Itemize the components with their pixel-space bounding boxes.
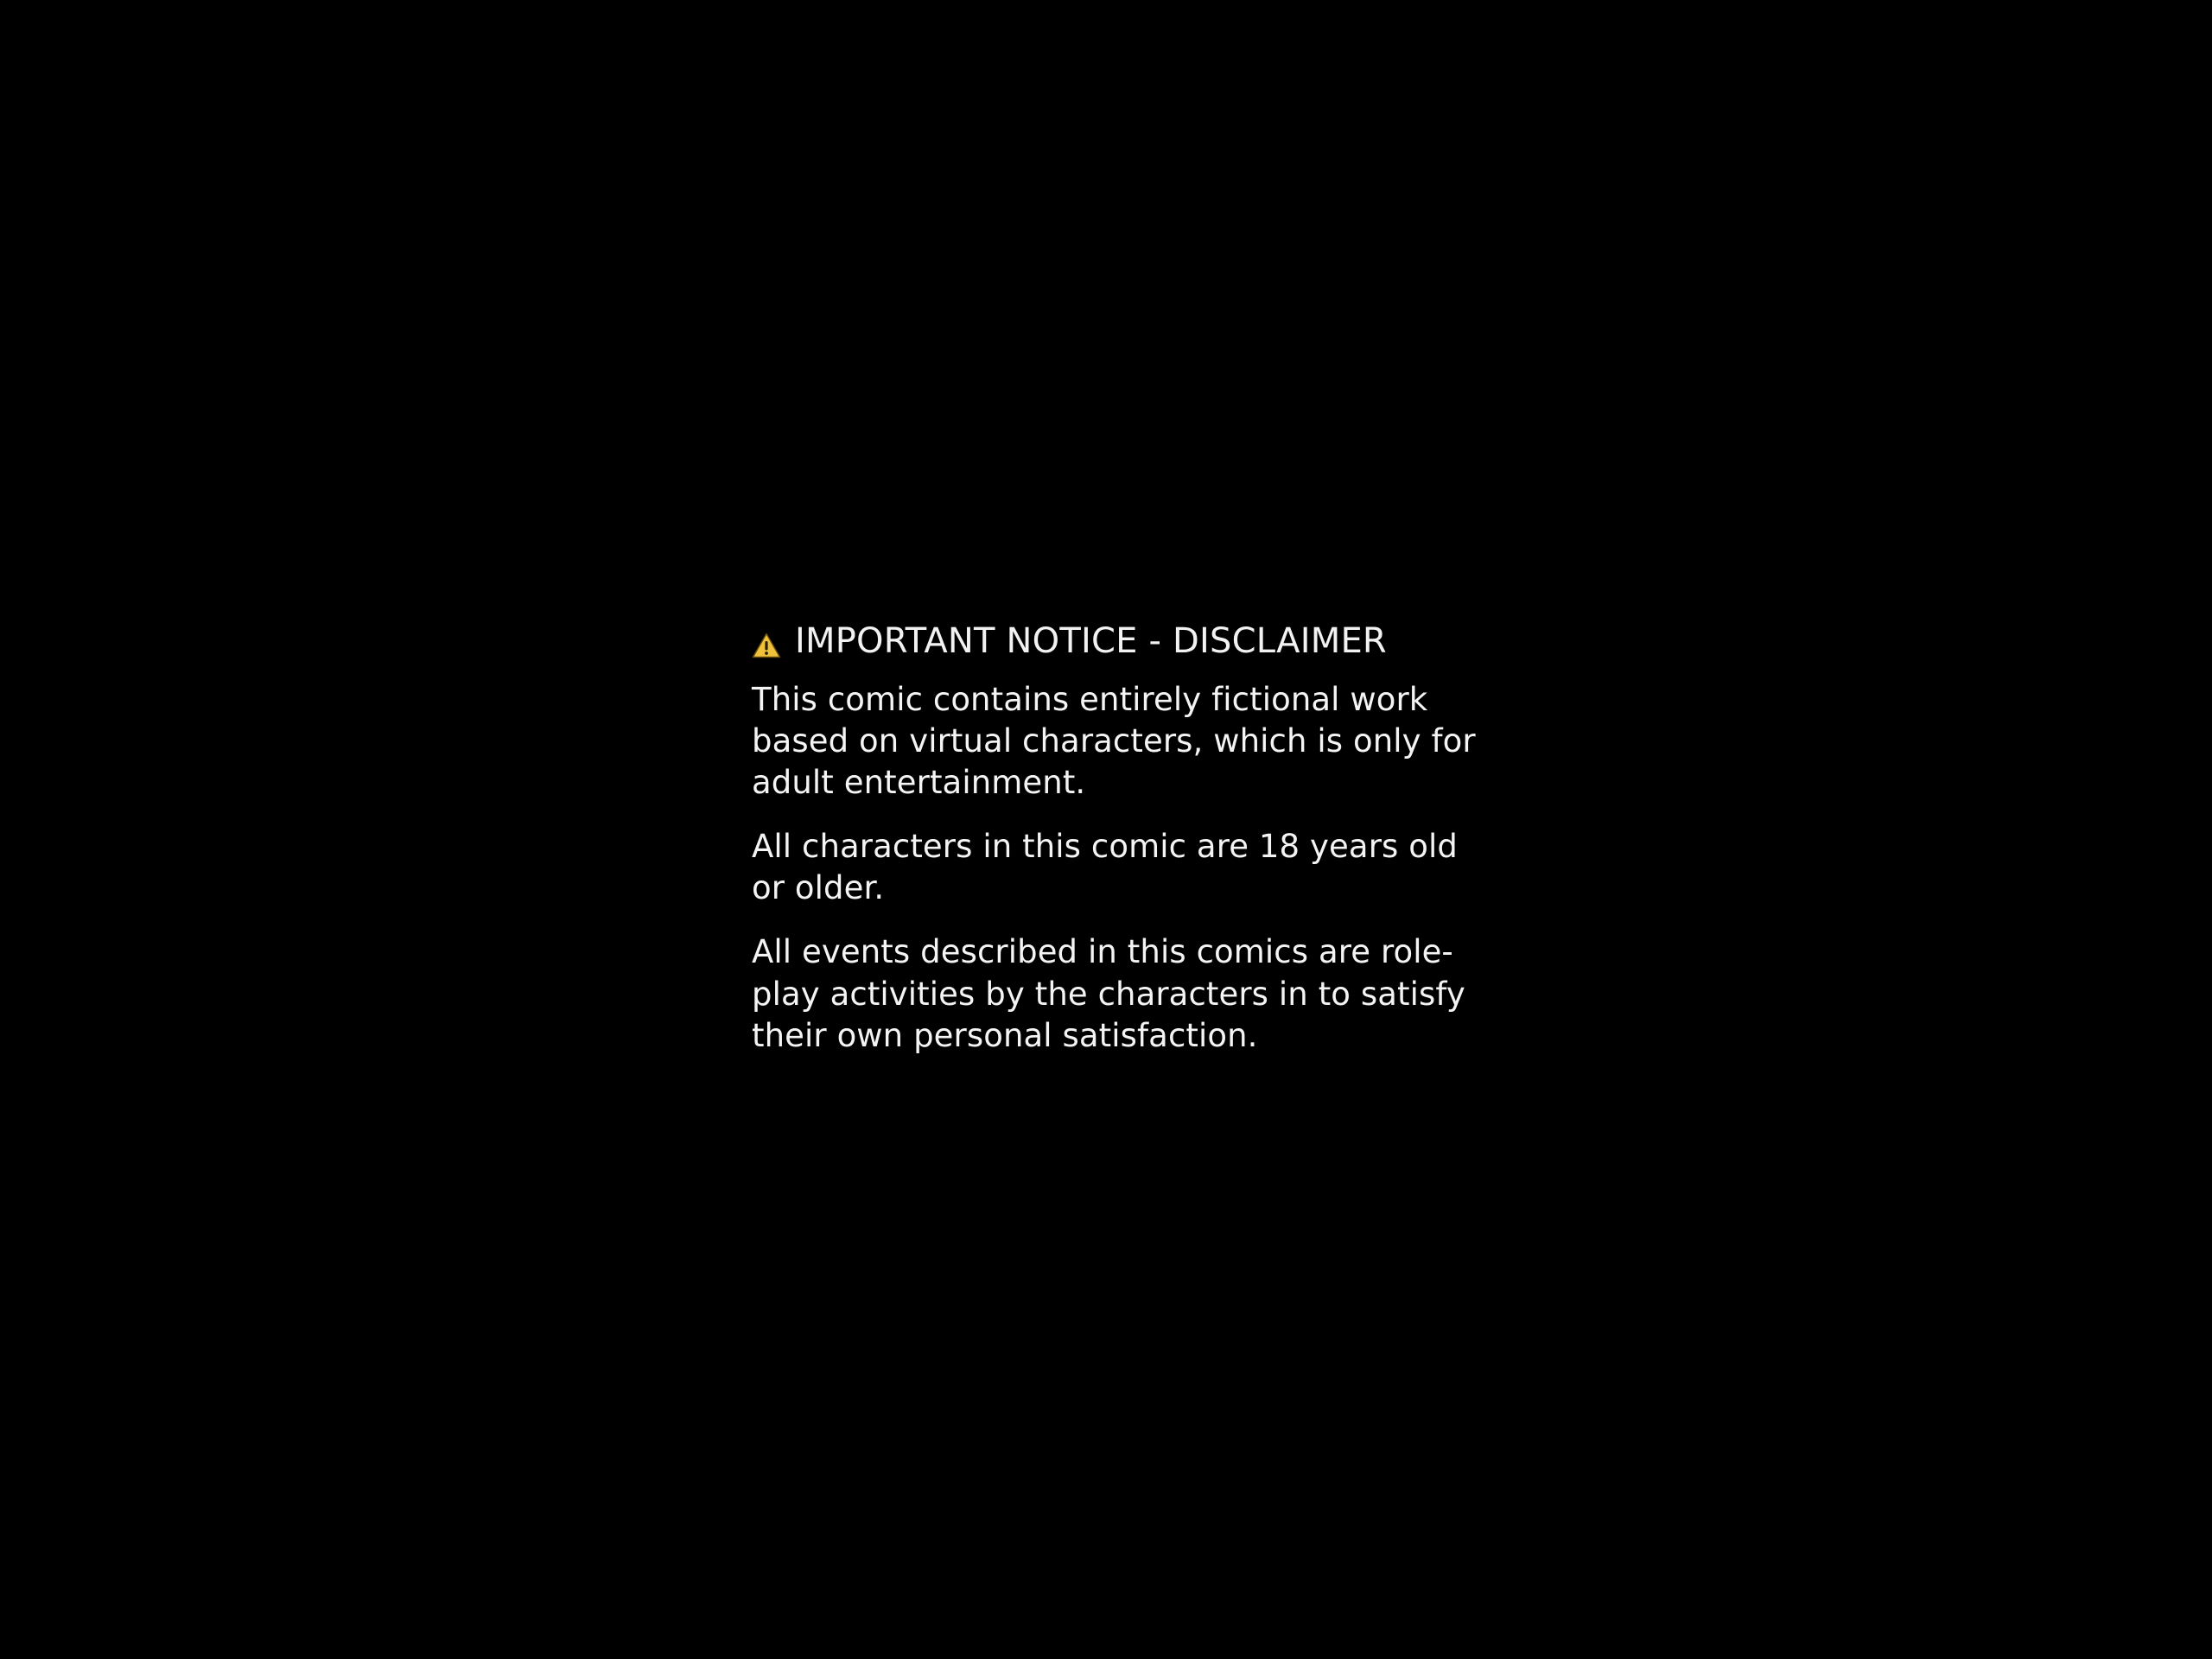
disclaimer-paragraph: All characters in this comic are 18 years old or older.	[752, 828, 1458, 907]
warning-triangle-icon	[752, 628, 781, 658]
disclaimer-block	[752, 620, 1495, 1057]
notice-heading	[752, 620, 1495, 662]
disclaimer-paragraph: All events described in this comics are role-play activities by the characters in to satisfy their own personal satisfaction.	[752, 933, 1465, 1054]
disclaimer-paragraph: This comic contains entirely fictional work based on virtual characters, which is only for adult entertainment.	[752, 681, 1476, 802]
notice-title-text: IMPORTANT NOTICE - DISCLAIMER	[795, 621, 1387, 661]
